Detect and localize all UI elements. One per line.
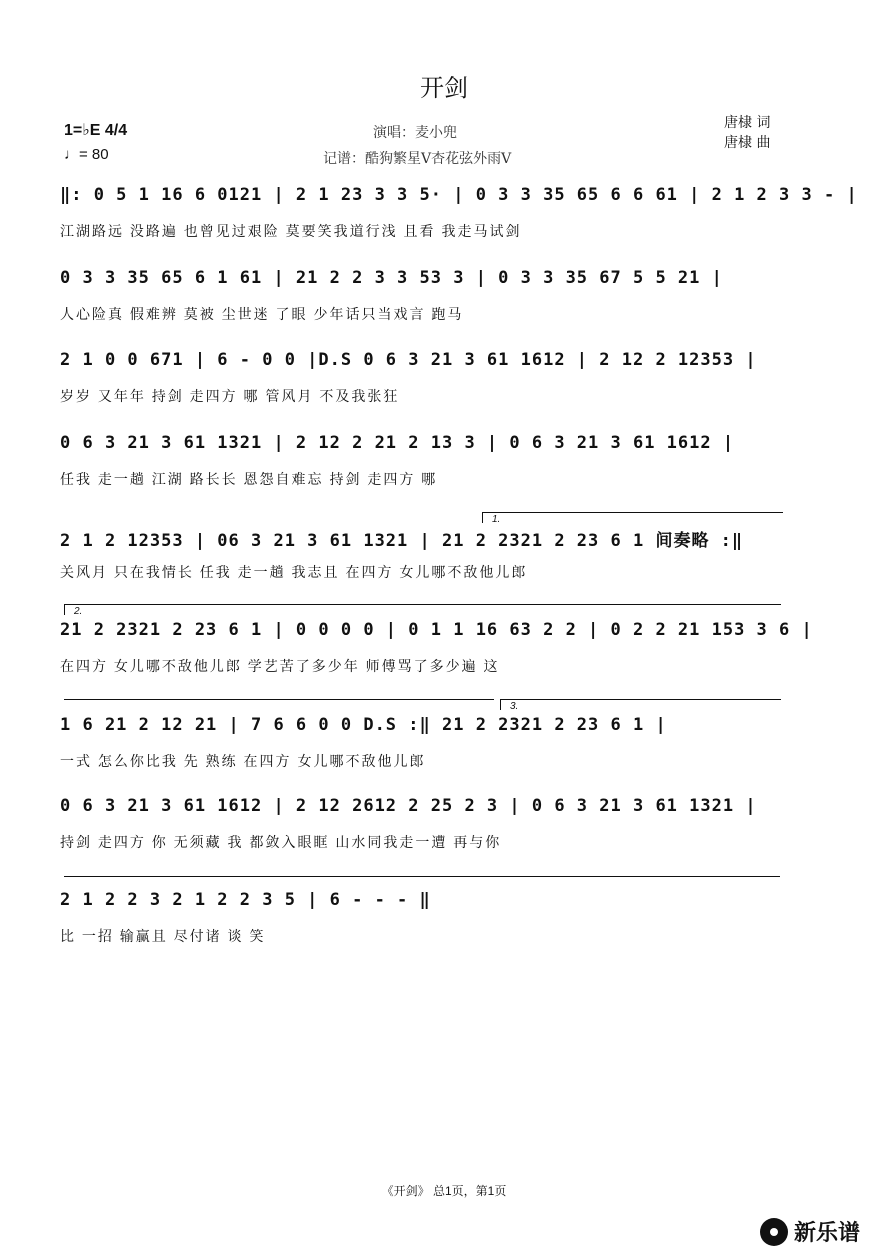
lyrics: 关风月 只在我情长 任我 走一趟 我志且 在四方 女儿哪不敌他儿郎 xyxy=(60,564,528,580)
volta-bracket xyxy=(64,604,781,615)
composer-credit: 唐棣 曲 xyxy=(724,135,771,151)
staff-guide-line xyxy=(64,876,780,877)
lyricist-credit: 唐棣 词 xyxy=(724,115,771,131)
lyrics: 在四方 女儿哪不敌他儿郎 学艺苦了多少年 师傅骂了多少遍 这 xyxy=(60,658,500,674)
volta-number: 1. xyxy=(492,514,501,525)
notation: 1 6 21 2 12 21 | 7 6 6 0 0 D.S :‖ 21 2 2321 2 23 6 1 | xyxy=(60,715,667,735)
volta-number: 2. xyxy=(74,606,83,617)
notation: 0 3 3 35 65 6 1 61 | 21 2 2 3 3 53 3 | 0 3 3 35 67 5 5 21 | xyxy=(60,268,723,288)
notation: 21 2 2321 2 23 6 1 | 0 0 0 0 | 0 1 1 16 63 2 2 | 0 2 2 21 153 3 6 | xyxy=(60,620,813,640)
lyrics: 持剑 走四方 你 无须藏 我 都敛入眼眶 山水同我走一遭 再与你 xyxy=(60,834,502,850)
lyrics: 人心险真 假难辨 莫被 尘世迷 了眼 少年话只当戏言 跑马 xyxy=(60,306,464,322)
lyrics: 比 一招 输赢且 尽付诸 谈 笑 xyxy=(60,928,266,944)
vinyl-disc-icon xyxy=(760,1218,788,1246)
page-footer: 《开剑》 总1页，第1页 xyxy=(381,1184,507,1198)
notation: ‖: 0 5 1 16 6 0121 | 2 1 23 3 3 5· | 0 3 3 35 65 6 6 61 | 2 1 2 3 3 - | xyxy=(60,185,858,205)
lyrics: 岁岁 又年年 持剑 走四方 哪 管风月 不及我张狂 xyxy=(60,388,400,404)
brand-logo xyxy=(760,1216,860,1247)
lyrics: 一式 怎么你比我 先 熟练 在四方 女儿哪不敌他儿郎 xyxy=(60,753,426,769)
brand-name: 新乐谱 xyxy=(794,1220,861,1245)
notation: 2 1 2 12353 | 06 3 21 3 61 1321 | 21 2 2321 2 23 6 1 间奏略 :‖ xyxy=(60,531,744,551)
volta-number: 3. xyxy=(510,701,519,712)
singer-credit: 演唱：麦小兜 xyxy=(373,125,457,141)
notation: 2 1 0 0 671 | 6 - 0 0 |D.S 0 6 3 21 3 61 1612 | 2 12 2 12353 | xyxy=(60,350,757,370)
notation: 0 6 3 21 3 61 1321 | 2 12 2 21 2 13 3 | 0 6 3 21 3 61 1612 | xyxy=(60,433,735,453)
notation: 2 1 2 2 3 2 1 2 2 3 5 | 6 - - - ‖ xyxy=(60,890,431,910)
lyrics: 江湖路远 没路遍 也曾见过艰险 莫要笑我道行浅 且看 我走马试剑 xyxy=(60,223,522,239)
tempo-mark: ♩= 80 xyxy=(64,146,109,163)
volta-bracket xyxy=(482,512,783,523)
notation: 0 6 3 21 3 61 1612 | 2 12 2612 2 25 2 3 | 0 6 3 21 3 61 1321 | xyxy=(60,796,757,816)
volta-line xyxy=(64,699,494,700)
volta-bracket xyxy=(500,699,781,710)
transcriber-credit: 记谱：酷狗繁星V杏花弦外雨V xyxy=(323,151,512,167)
lyrics: 任我 走一趟 江湖 路长长 恩怨自难忘 持剑 走四方 哪 xyxy=(60,471,438,487)
score-title: 开剑 xyxy=(420,75,468,102)
key-signature: 1=♭E 4/4 xyxy=(64,122,128,139)
